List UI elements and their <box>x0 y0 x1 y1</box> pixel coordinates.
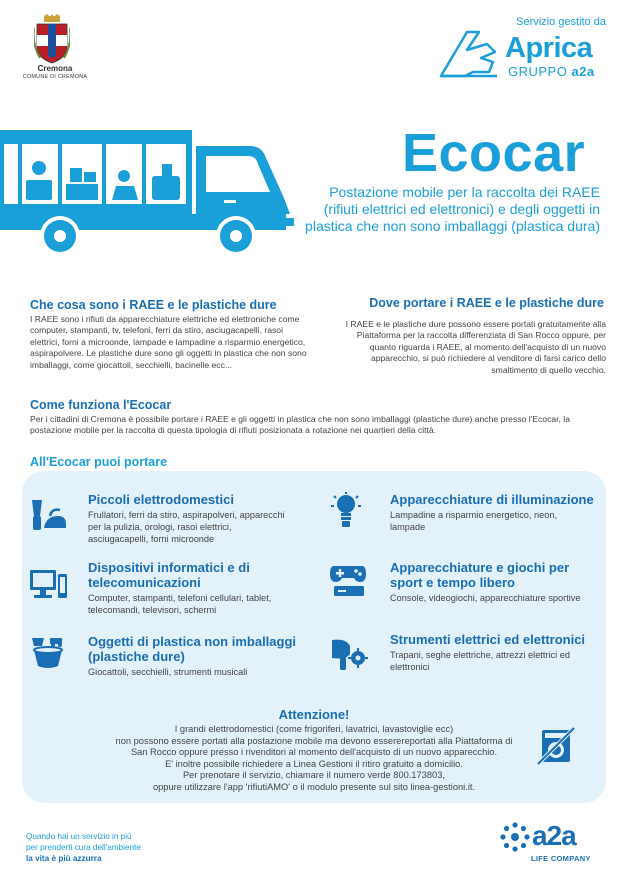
attention-title: Attenzione! <box>278 707 350 722</box>
page-subtitle: Postazione mobile per la raccolta dei RAEE (rifiuti elettrici ed elettronici) e degli oggetti in plastica che non sono imballaggi (plastica dura) <box>305 184 600 234</box>
small-appliances-icon <box>28 494 68 534</box>
comune-label: COMUNE DI CREMONA <box>22 74 88 80</box>
what-section-title: Che cosa sono i RAEE e le plastiche dure <box>30 298 277 312</box>
footer-line-bold: la vita è più azzurra <box>26 854 102 863</box>
plastic-toys-icon <box>28 632 68 672</box>
computer-icon <box>28 566 68 606</box>
a2a-brand-sub: LIFE COMPANY <box>531 854 591 863</box>
aprica-name: Aprica <box>505 32 593 64</box>
attention-line: San Rocco oppure presso i rivenditori al momento dell'acquisto di un nuovo apparecchio. <box>130 747 498 758</box>
item-title: Piccoli elettrodomestici <box>88 492 234 507</box>
footer-line: per prenderti cura dell'ambiente <box>26 843 141 852</box>
drill-icon <box>328 634 368 674</box>
aprica-group-prefix: GRUPPO <box>508 64 572 79</box>
what-section-body: I RAEE sono i rifiuti da apparecchiature elettriche ed elettroniche come computer, stampanti, tv, telefoni, ferri da stiro, asciugacapelli, rasoi elettrici, forni a microonde, lampade e lampadine a risparmio energetico, aspirapolvere. Le plastiche dure sono gli oggetti in plastica che non sono imballaggi, come giocattoli, secchielli, bacinelle ecc... <box>30 314 307 370</box>
bring-section-title: All'Ecocar puoi portare <box>30 455 168 469</box>
a2a-brand: a2a <box>532 820 576 851</box>
page-title: Ecocar <box>402 123 586 183</box>
item-it-devices <box>88 560 350 616</box>
a2a-logo-icon <box>500 822 530 852</box>
aprica-group <box>508 64 595 79</box>
item-title: Apparecchiature e giochi per sport e tempo libero <box>390 560 570 590</box>
item-games-sports <box>390 560 630 604</box>
item-title: Strumenti elettrici ed elettronici <box>390 632 586 647</box>
item-desc: Frullatori, ferri da stiro, aspirapolveri, apparecchi per la pulizia, orologi, rasoi elettrici, asciugacapelli, forni microonde <box>88 510 285 544</box>
aprica-logo-icon <box>437 28 499 80</box>
item-electric-tools <box>390 632 630 673</box>
footer-slogan <box>26 831 141 864</box>
attention-line: non possono essere portati alla postazione mobile ma devono esserereportati alla Piattaforma di <box>115 735 513 746</box>
service-note: Servizio gestito da <box>516 16 606 28</box>
where-section-title: Dove portare i RAEE e le plastiche dure <box>369 296 604 310</box>
attention-body <box>40 724 588 794</box>
item-title: Oggetti di plastica non imballaggi (plastiche dure) <box>88 634 297 664</box>
item-hard-plastics <box>88 634 350 678</box>
item-desc: Computer, stampanti, telefoni cellulari, tablet, telecomandi, televisori, schermi <box>88 593 272 615</box>
attention-line: I grandi elettrodomestici (come frigoriferi, lavatrici, lavastoviglie ecc) <box>174 724 454 734</box>
how-section-body: Per i cittadini di Cremona è possibile portare i RAEE e gli oggetti in plastica che non sono imballaggi (plastiche dure) anche presso l'Ecocar, la postazione mobile per la raccolta di questa tipologia di rifiuti posizionata a rotazione nei quartieri della città. <box>30 414 570 436</box>
how-section-title: Come funziona l'Ecocar <box>30 398 172 412</box>
attention-line: E' inoltre possibile richiedere a Linea Gestioni il ritiro gratuito a domicilio. <box>165 758 463 769</box>
ecocar-truck-illustration <box>0 128 300 278</box>
aprica-group-brand: a2a <box>571 64 595 79</box>
city-name: Cremona <box>37 64 73 73</box>
footer-line: Quando hai un servizio in più <box>26 832 132 841</box>
attention-line: oppure utilizzare l'app 'rifiutiAMO' o il modulo presente sul sito linea-gestioni.it. <box>152 781 476 792</box>
gamepad-icon <box>328 560 368 600</box>
cremona-crest-icon <box>34 14 70 64</box>
item-lighting <box>390 492 630 533</box>
item-title: Apparecchiature di illuminazione <box>390 492 594 507</box>
item-desc: Giocattoli, secchielli, strumenti musicali <box>88 667 248 677</box>
no-washing-machine-icon <box>536 726 576 766</box>
item-desc: Lampadine a risparmio energetico, neon, lampade <box>390 510 558 532</box>
item-desc: Trapani, seghe elettriche, attrezzi elettrici ed elettronici <box>390 650 570 672</box>
where-section-body: I RAEE e le plastiche dure possono essere portati gratuitamente alla Piattaforma per la raccolta differenziata di San Rocco oppure, per quanto riguarda i RAEE, al momento dell'acquisto di un nuovo apparecchio, si può richiedere al venditore di farsi carico dello smaltimento di quello vecchio. <box>345 319 606 375</box>
attention-line: Per prenotare il servizio, chiamare il numero verde 800.173803, <box>182 770 445 781</box>
item-small-appliances <box>88 492 350 545</box>
lightbulb-icon <box>326 492 366 532</box>
item-desc: Console, videogiochi, apparecchiature sportive <box>390 593 581 603</box>
item-title: Dispositivi informatici e di telecomunicazioni <box>88 560 250 590</box>
